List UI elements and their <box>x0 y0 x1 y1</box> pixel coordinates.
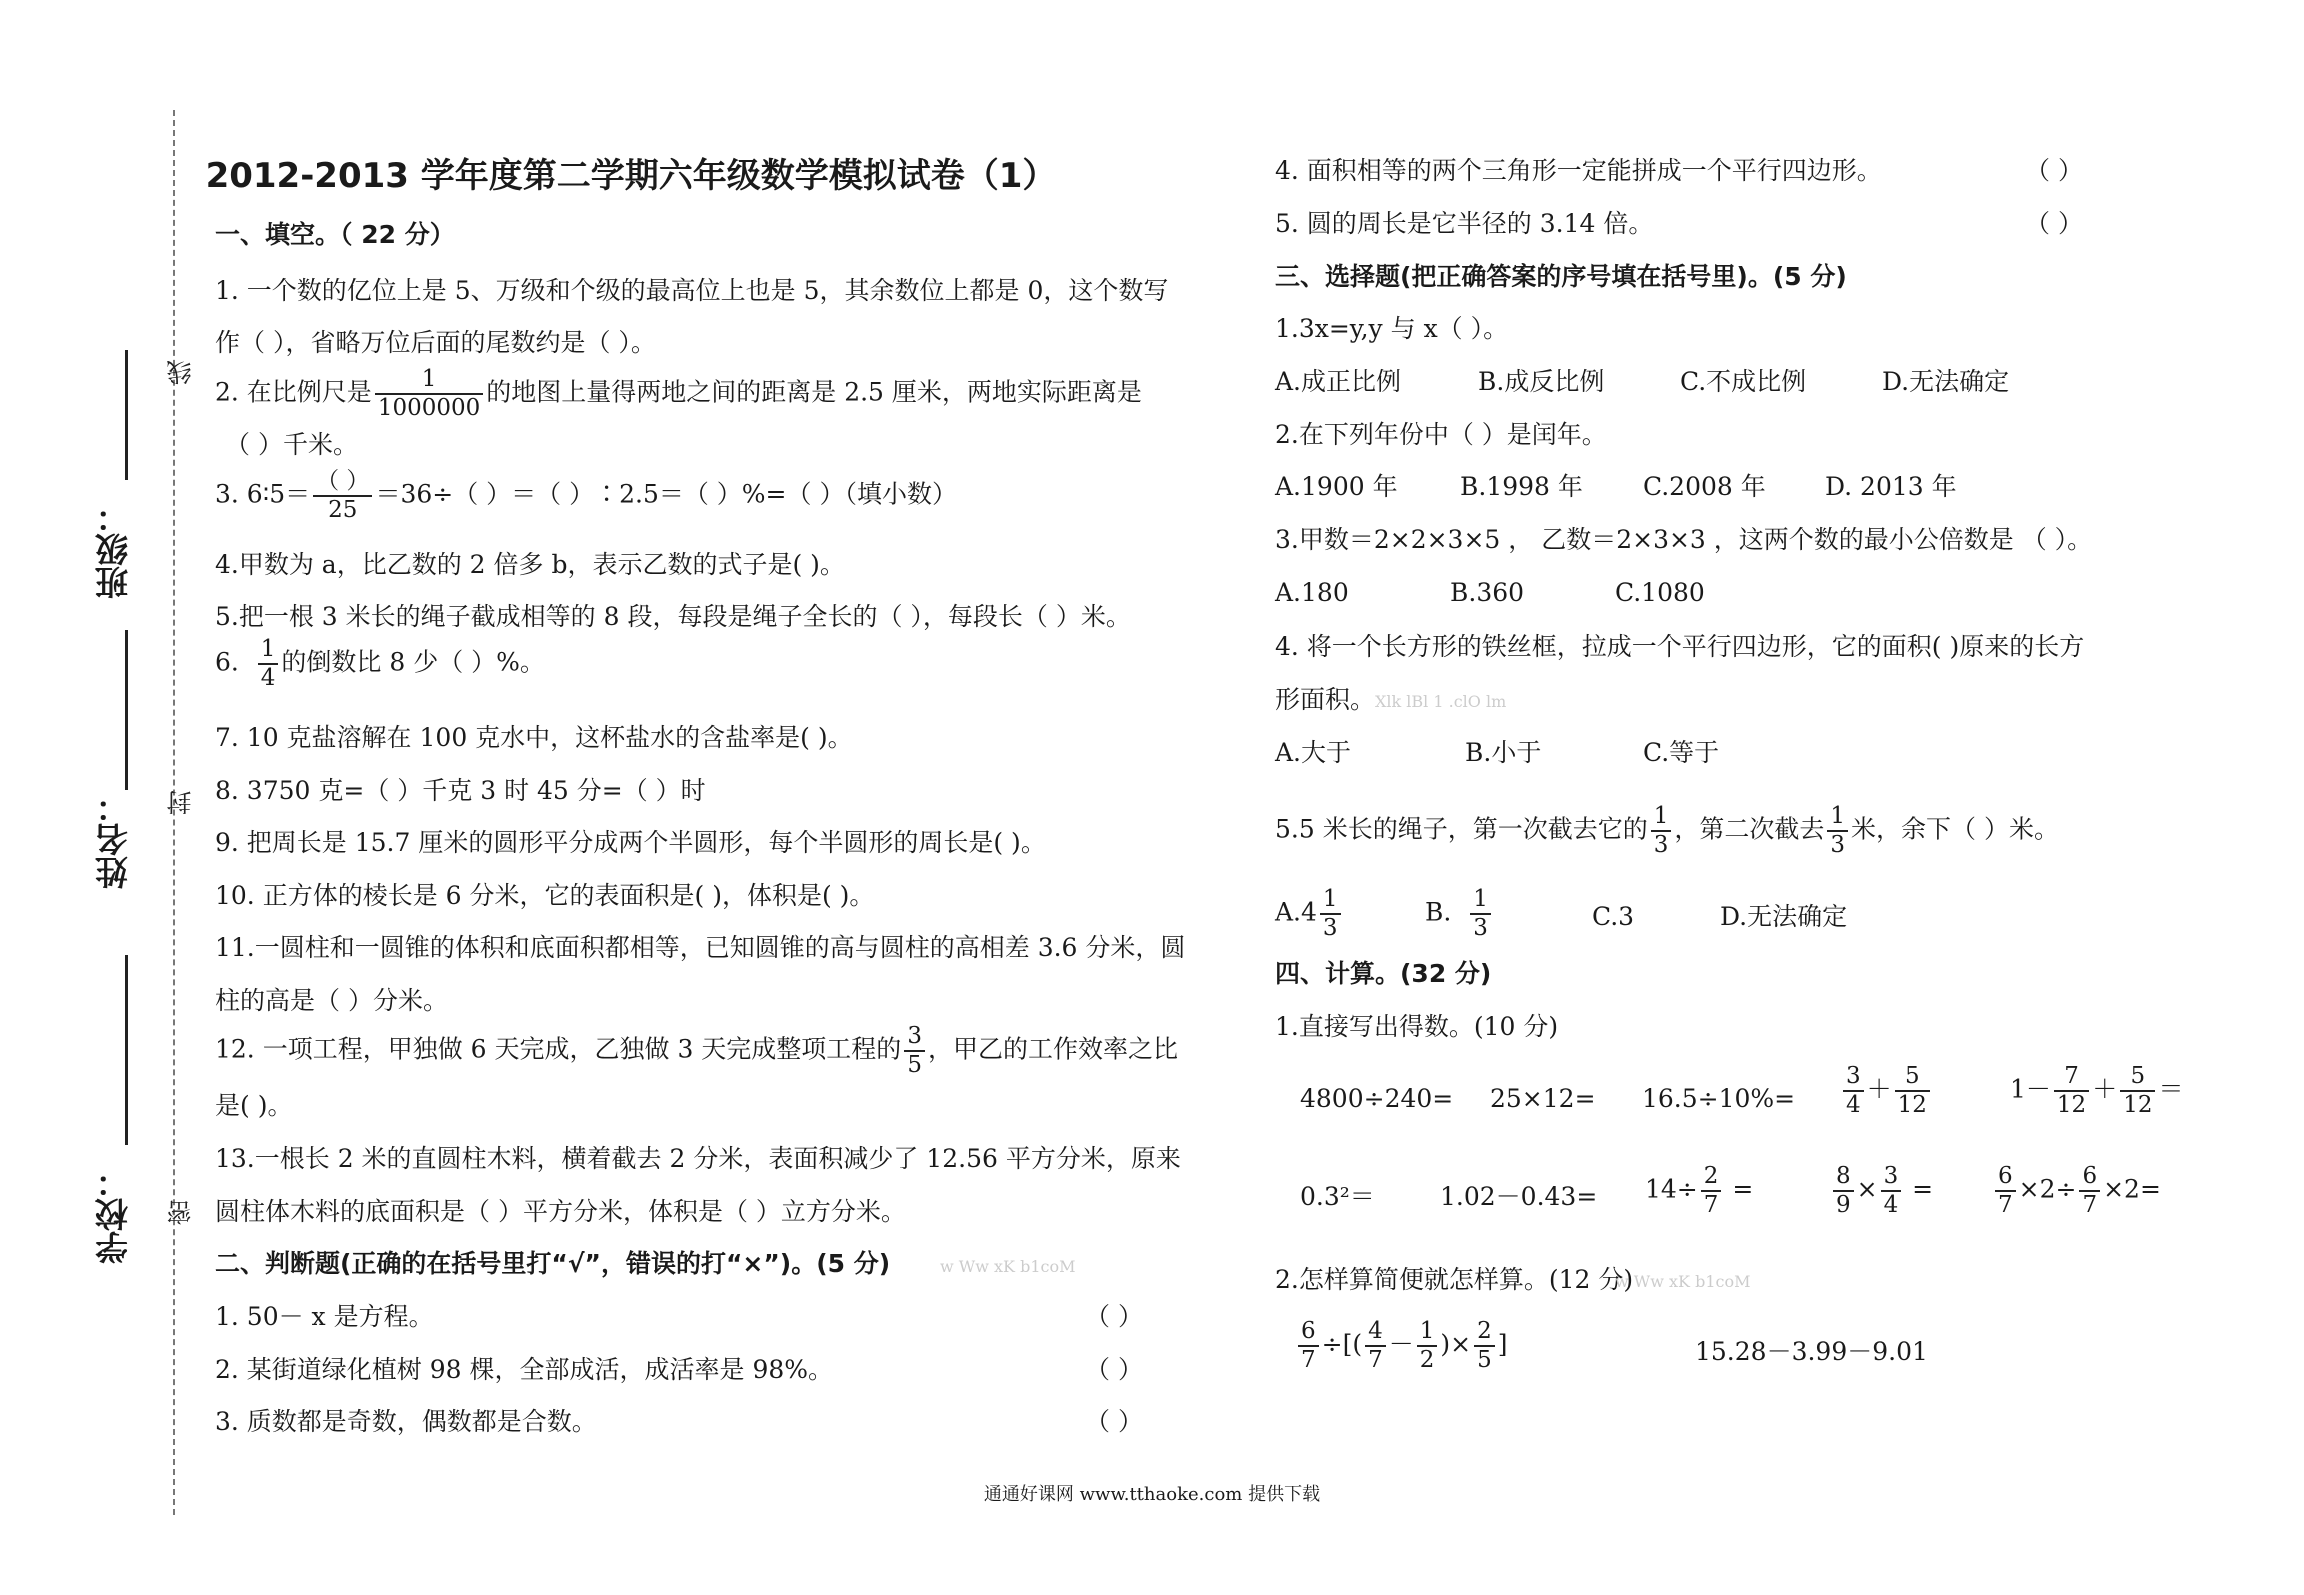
judge-paren-1: （ ） <box>1085 1302 1143 1331</box>
school-label: 学校： <box>94 1165 133 1264</box>
calc-sub1: 1.直接写出得数。(10 分) <box>1275 1012 1559 1041</box>
choice-q1-opt-b: B.成反比例 <box>1478 367 1605 396</box>
q6-fraction: $\frac{1}{4}$ <box>258 638 279 690</box>
q11-line1: 11.一圆柱和一圆锥的体积和底面积都相等，已知圆锥的高与圆柱的高相差 3.6 分米，圆 <box>215 933 1186 962</box>
calc-r1-c1: 4800÷240= <box>1300 1084 1454 1113</box>
q2-line1: 2. 在比例尺是 $\frac{1}{1000000}$ 的地图上量得两地之间的距离是 2.5 厘米，两地实际距离是 <box>215 366 1142 421</box>
calc-r1-c2: 25×12= <box>1490 1084 1596 1113</box>
choice-q3-opt-b: B.360 <box>1450 578 1525 607</box>
q5-line: 5.把一根 3 米长的绳子截成相等的 8 段，每段是绳子全长的（ ），每段长（ ）米。 <box>215 602 1131 631</box>
calc-r2-c1: 0.3²＝ <box>1300 1182 1375 1211</box>
q12-line1: 12. 一项工程，甲独做 6 天完成，乙独做 3 天完成整项工程的 $\frac{3}{5}$ ，甲乙的工作效率之比 <box>215 1023 1178 1078</box>
q3-line: 3. 6∶5＝ $\frac{( )}{25}$ ＝36÷（ ）＝（ ）∶2.5＝（ ）%=（ ）（填小数） <box>215 468 957 523</box>
judge-item-4: 4. 面积相等的两个三角形一定能拼成一个平行四边形。 <box>1275 156 1882 185</box>
judge-item-1: 1. 50－ x 是方程。 <box>215 1302 434 1331</box>
seal-mark-feng: 封 <box>166 790 195 815</box>
judge-item-2: 2. 某街道绿化植树 98 棵，全部成活，成活率是 98%。 <box>215 1355 834 1384</box>
q12-line2: 是( )。 <box>215 1091 293 1120</box>
judge-paren-3: （ ） <box>1085 1407 1143 1436</box>
choice-q2: 2.在下列年份中（ ）是闰年。 <box>1275 420 1607 449</box>
choice-q1-opt-a: A.成正比例 <box>1275 367 1402 396</box>
section1-heading: 一、填空。（ 22 分） <box>215 220 455 249</box>
q1-line1: 1. 一个数的亿位上是 5、万级和个级的最高位上也是 5，其余数位上都是 0，这个数写 <box>215 276 1169 305</box>
calc-r2-c4: $\frac{8}{9}$ × $\frac{3}{4}$ = <box>1830 1165 1933 1217</box>
q13-line1: 13.一根长 2 米的直圆柱木料，横着截去 2 分米，表面积减少了 12.56 平方分米，原来 <box>215 1144 1181 1173</box>
choice-q1-opt-d: D.无法确定 <box>1882 367 2010 396</box>
name-fill-line <box>125 630 128 790</box>
choice-q2-opt-c: C.2008 年 <box>1643 472 1766 501</box>
q13-line2: 圆柱体木料的底面积是（ ）平方分米，体积是（ ）立方分米。 <box>215 1197 906 1226</box>
choice-q3-opt-a: A.180 <box>1275 578 1349 607</box>
q5-fraction-1: $\frac{1}{3}$ <box>1651 805 1672 857</box>
name-label: 姓名： <box>94 790 133 889</box>
calc-r2-c5: $\frac{6}{7}$ ×2÷ $\frac{6}{7}$ ×2= <box>1992 1165 2161 1217</box>
choice-q4-opt-a: A.大于 <box>1275 738 1352 767</box>
q11-line2: 柱的高是（ ）分米。 <box>215 986 448 1015</box>
q6-line: 6. $\frac{1}{4}$ 的倒数比 8 少（ ）%。 <box>215 636 545 691</box>
judge-paren-2: （ ） <box>1085 1355 1143 1384</box>
calc-sub2: 2.怎样算简便就怎样算。(12 分) <box>1275 1265 1634 1294</box>
q2-fraction: $\frac{1}{1000000}$ <box>375 368 483 420</box>
calc-r1-c4: $\frac{3}{4}$ ＋ $\frac{5}{12}$ <box>1840 1065 1933 1117</box>
judge-item-3: 3. 质数都是奇数，偶数都是合数。 <box>215 1407 597 1436</box>
judge-item-5: 5. 圆的周长是它半径的 3.14 倍。 <box>1275 209 1654 238</box>
choice-q5-opt-a: A.4 $\frac{1}{3}$ <box>1275 888 1344 940</box>
choice-q3-opt-c: C.1080 <box>1615 578 1705 607</box>
calc-r2-c2: 1.02－0.43= <box>1440 1182 1598 1211</box>
q12-fraction: $\frac{3}{5}$ <box>904 1025 925 1077</box>
choice-q1-opt-c: C.不成比例 <box>1680 367 1807 396</box>
choice-q4-opt-c: C.等于 <box>1643 738 1720 767</box>
choice-q4-line1: 4. 将一个长方形的铁丝框，拉成一个平行四边形，它的面积( )原来的长方 <box>1275 632 2085 661</box>
footer-credit: 通通好课网 www.tthaoke.com 提供下载 <box>983 1484 1321 1505</box>
choice-q5-opt-d: D.无法确定 <box>1720 902 1848 931</box>
q2-line2: （ ）千米。 <box>225 430 358 459</box>
calc-expr1: $\frac{6}{7}$ ÷[( $\frac{4}{7}$ － $\frac{1}{2}$ )× $\frac{2}{5}$ ] <box>1295 1320 1508 1372</box>
choice-q4-opt-b: B.小于 <box>1465 738 1542 767</box>
q7-line: 7. 10 克盐溶解在 100 克水中，这杯盐水的含盐率是( )。 <box>215 723 853 752</box>
q8-line: 8. 3750 克=（ ）千克 3 时 45 分=（ ）时 <box>215 776 706 805</box>
section3-heading: 三、选择题(把正确答案的序号填在括号里)。(5 分) <box>1275 262 1847 291</box>
choice-q5: 5.5 米长的绳子，第一次截去它的 $\frac{1}{3}$ ，第二次截去 $\frac{1}{3}$ 米，余下（ ）米。 <box>1275 803 2059 858</box>
watermark-text-2: Xlk lBl 1 .clO lm <box>1375 692 1507 711</box>
calc-r1-c5: 1－ $\frac{7}{12}$ ＋ $\frac{5}{12}$ ＝ <box>2010 1063 2184 1118</box>
watermark-text-3: w Ww xK b1coM <box>1615 1272 1751 1291</box>
section2-heading: 二、判断题(正确的在括号里打“√”，错误的打“×”)。(5 分) <box>215 1249 891 1278</box>
school-fill-line <box>125 955 128 1145</box>
q9-line: 9. 把周长是 15.7 厘米的圆形平分成两个半圆形，每个半圆形的周长是( )。 <box>215 828 1046 857</box>
seal-mark-xian: 线 <box>166 360 195 385</box>
class-label: 班级： <box>94 500 133 599</box>
q3-fraction: $\frac{( )}{25}$ <box>313 470 372 522</box>
section4-heading: 四、计算。(32 分) <box>1275 959 1492 988</box>
judge-paren-5: （ ） <box>2025 209 2083 238</box>
calc-expr2: 15.28－3.99－9.01 <box>1695 1337 1928 1366</box>
choice-q5-opt-c: C.3 <box>1592 902 1635 931</box>
choice-q4-line2: 形面积。 <box>1275 685 1376 714</box>
choice-q2-opt-d: D. 2013 年 <box>1825 472 1957 501</box>
calc-r1-c3: 16.5÷10%= <box>1642 1084 1796 1113</box>
judge-paren-4: （ ） <box>2025 156 2083 185</box>
seal-mark-mi: 密 <box>166 1200 195 1225</box>
choice-q3: 3.甲数＝2×2×3×5 ， 乙数＝2×3×3 ，这两个数的最小公倍数是 （ ）。 <box>1275 525 2093 554</box>
q1-line2: 作（ ），省略万位后面的尾数约是（ ）。 <box>215 328 656 357</box>
q5-fraction-2: $\frac{1}{3}$ <box>1827 805 1848 857</box>
choice-q1: 1.3x=y,y 与 x（ ）。 <box>1275 314 1509 343</box>
class-fill-line <box>125 350 128 480</box>
choice-q2-opt-b: B.1998 年 <box>1460 472 1583 501</box>
watermark-text: w Ww xK b1coM <box>940 1257 1076 1276</box>
page-title: 2012-2013 学年度第二学期六年级数学模拟试卷（1） <box>205 156 1057 196</box>
q4-line: 4.甲数为 a，比乙数的 2 倍多 b，表示乙数的式子是( )。 <box>215 550 845 579</box>
choice-q5-opt-b: B. $\frac{1}{3}$ <box>1425 888 1494 940</box>
choice-q2-opt-a: A.1900 年 <box>1275 472 1398 501</box>
calc-r2-c3: 14÷ $\frac{2}{7}$ = <box>1645 1163 1754 1218</box>
q10-line: 10. 正方体的棱长是 6 分米，它的表面积是( )，体积是( )。 <box>215 881 875 910</box>
